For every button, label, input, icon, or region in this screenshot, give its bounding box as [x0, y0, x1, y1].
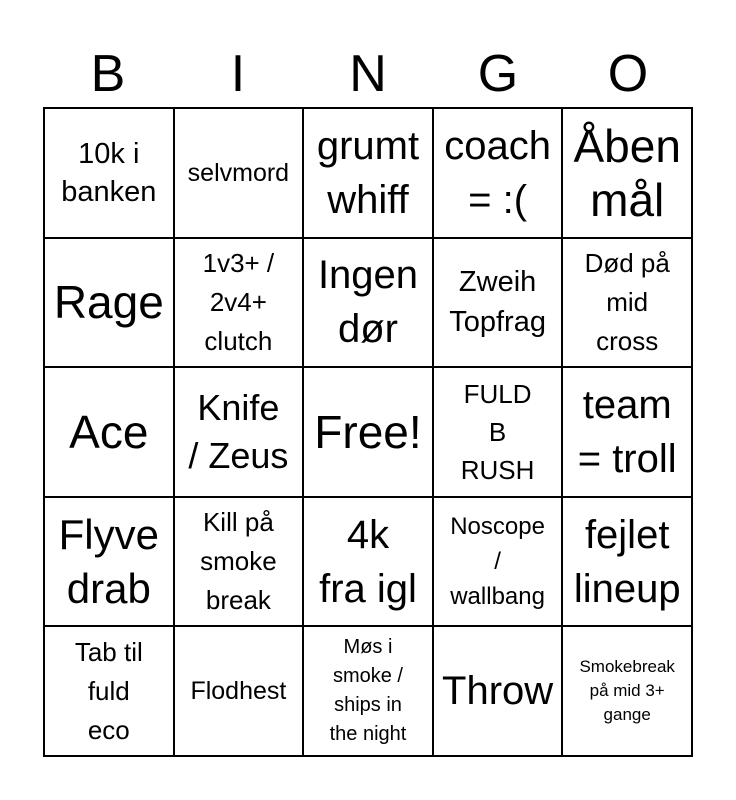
bingo-cell-text: Møs i smoke / ships in the night	[329, 636, 407, 746]
bingo-cell-text: Knife / Zeus	[188, 386, 289, 476]
bingo-cell-r3-c1[interactable]	[44, 367, 174, 497]
bingo-cell-r4-c5[interactable]	[562, 497, 692, 627]
bingo-cell-r3-c3[interactable]	[303, 367, 433, 497]
bingo-cell-r1-c2[interactable]	[174, 108, 304, 238]
bingo-cell-text: Ace	[69, 405, 149, 458]
bingo-cell-text: Free!	[314, 405, 422, 458]
bingo-cell-text: Kill på smoke break	[200, 507, 277, 616]
bingo-cell-text: Smokebreak på mid 3+ gange	[579, 657, 675, 725]
bingo-cell-text: Flodhest	[190, 677, 287, 706]
bingo-cell-text: Noscope / wallbang	[450, 513, 545, 611]
bingo-cell-r5-c2[interactable]	[174, 626, 304, 756]
bingo-cell-text: selvmord	[187, 158, 290, 187]
bingo-cell-text: Throw	[442, 669, 554, 714]
bingo-cell-r1-c5[interactable]	[562, 108, 692, 238]
bingo-cell-r5-c4[interactable]	[433, 626, 563, 756]
bingo-cell-r4-c2[interactable]	[174, 497, 304, 627]
bingo-cell-r3-c2[interactable]	[174, 367, 304, 497]
bingo-board	[43, 107, 693, 757]
bingo-cell-r4-c3[interactable]	[303, 497, 433, 627]
bingo-cell-r4-c1[interactable]	[44, 497, 174, 627]
bingo-cell-r2-c4[interactable]	[433, 238, 563, 368]
bingo-cell-r2-c1[interactable]	[44, 238, 174, 368]
bingo-cell-r2-c5[interactable]	[562, 238, 692, 368]
bingo-cell-r3-c5[interactable]	[562, 367, 692, 497]
bingo-cell-text: Tab til fuld eco	[74, 636, 143, 745]
bingo-cell-r1-c1[interactable]	[44, 108, 174, 238]
bingo-cell-text: team = troll	[577, 382, 677, 481]
bingo-cell-text: Død på mid cross	[584, 247, 670, 356]
header-letter-o: O	[607, 45, 649, 103]
bingo-cell-text: coach = :(	[444, 123, 551, 222]
header-letter-g: G	[477, 45, 519, 103]
bingo-cell-r2-c3[interactable]	[303, 238, 433, 368]
bingo-cell-r1-c3[interactable]	[303, 108, 433, 238]
bingo-cell-text: 4k fra igl	[319, 512, 417, 611]
header-letter-b: B	[90, 45, 126, 103]
bingo-cell-r1-c4[interactable]	[433, 108, 563, 238]
bingo-cell-r4-c4[interactable]	[433, 497, 563, 627]
bingo-cell-text: Flyve drab	[58, 510, 159, 612]
bingo-cell-r2-c2[interactable]	[174, 238, 304, 368]
bingo-cell-r5-c3[interactable]	[303, 626, 433, 756]
header-letter-i: I	[230, 45, 246, 103]
header-letter-n: N	[349, 45, 387, 103]
bingo-cell-text: Rage	[53, 276, 164, 329]
bingo-cell-text: Zweih Topfrag	[449, 266, 546, 339]
bingo-header	[43, 40, 693, 108]
bingo-cell-text: grumt whiff	[316, 123, 420, 222]
bingo-cell-r3-c4[interactable]	[433, 367, 563, 497]
bingo-cell-text: 1v3+ / 2v4+ clutch	[202, 247, 275, 356]
bingo-cell-text: FULD B RUSH	[460, 378, 535, 485]
bingo-cell-text: 10k i banken	[61, 137, 157, 208]
bingo-cell-r5-c5[interactable]	[562, 626, 692, 756]
bingo-cell-text: fejlet lineup	[573, 512, 681, 611]
bingo-cell-r5-c1[interactable]	[44, 626, 174, 756]
bingo-cell-text: Ingen dør	[317, 253, 419, 352]
bingo-cell-text: Åben mål	[573, 119, 681, 226]
